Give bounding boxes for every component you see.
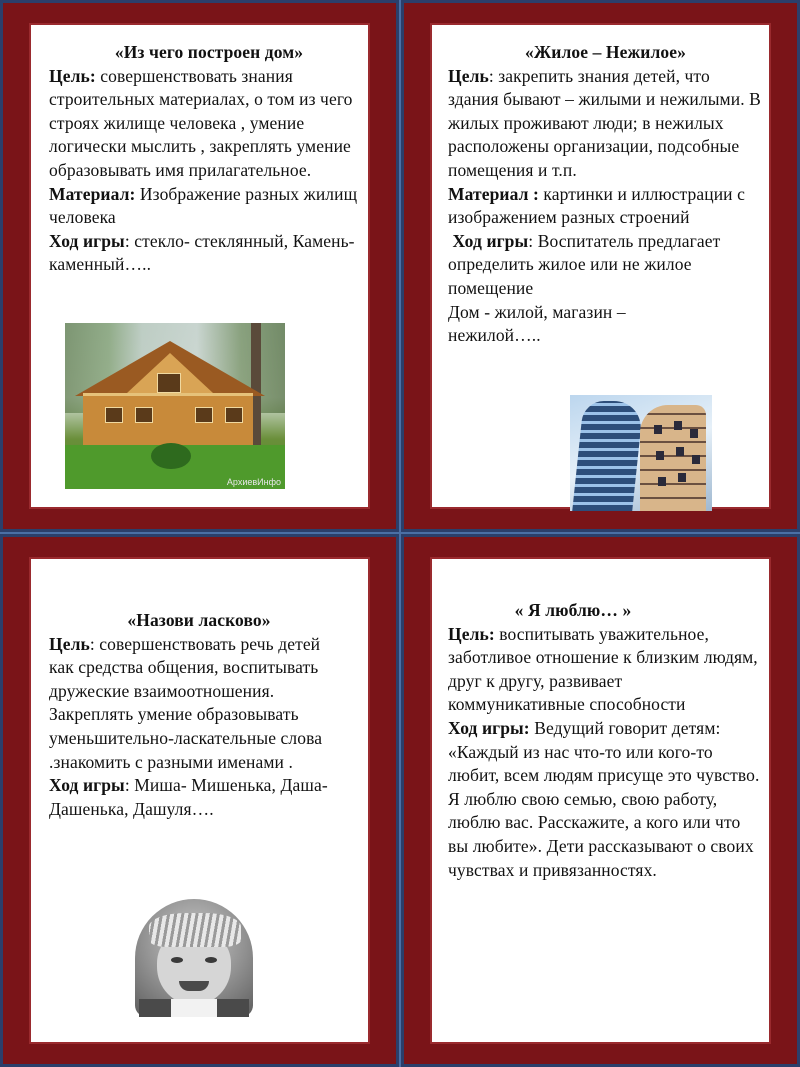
game-label: Ход игры bbox=[49, 775, 125, 796]
image-watermark: АрхиевИнфо bbox=[226, 477, 281, 487]
card-text bbox=[448, 41, 763, 348]
wooden-house-image bbox=[65, 323, 285, 489]
card-title: « Я люблю… » bbox=[514, 600, 632, 620]
goal-text: : закрепить знания детей, что здания бывают – жилыми и нежилыми. В жилых проживают люди; в нежилых расположены организации, подсобные помещения и т.п. bbox=[448, 65, 761, 180]
goal-label: Цель: bbox=[49, 65, 96, 86]
goal-text: : совершенствовать речь детей как средства общения, воспитывать дружеские взаимоотношения. Закреплять умение образовывать уменьшительно-ласкательные слова .знакомить с разными именами . bbox=[49, 633, 323, 772]
goal-text: воспитывать уважительное, заботливое отношение к близким людям, друг к другу, развивает коммуникативные способности bbox=[448, 623, 758, 715]
game-card-building-materials bbox=[0, 0, 399, 532]
card-content bbox=[430, 23, 771, 509]
goal-text: совершенствовать знания строительных материалах, о том из чего строях жилище человека , умение логически мыслить , закреплять умение образовывать имя прилагательное. bbox=[49, 65, 353, 180]
game-label: Ход игры: bbox=[448, 717, 530, 738]
material-text: Изображение разных жилищ человека bbox=[49, 183, 358, 228]
game-card-residential bbox=[401, 0, 800, 532]
card-content bbox=[29, 23, 370, 509]
goal-label: Цель bbox=[49, 633, 90, 654]
game-label: Ход игры bbox=[452, 230, 529, 251]
card-title: «Назови ласково» bbox=[127, 610, 271, 630]
game-text: : Миша- Мишенька, Даша- Дашенька, Дашуля…. bbox=[49, 775, 328, 819]
game-text: : стекло- стеклянный, Камень-каменный….. bbox=[49, 230, 355, 275]
game-example: Дом - жилой, магазин – нежилой….. bbox=[448, 301, 626, 346]
game-card-i-love bbox=[401, 534, 800, 1067]
game-card-affectionate-names bbox=[0, 534, 399, 1067]
smiling-child-image bbox=[109, 899, 275, 1017]
card-text bbox=[49, 41, 369, 277]
game-text: Ведущий говорит детям: «Каждый из нас что-то или кого-то любит, всем людям присуще это чувство. Я люблю свою семью, свою работу, люблю вас. Расскажите, а кого или что вы любите». Дети рассказывают о своих чувствах и привязанностях. bbox=[448, 717, 760, 880]
card-text bbox=[448, 599, 763, 882]
game-label: Ход игры bbox=[49, 230, 125, 251]
card-title: «Из чего построен дом» bbox=[114, 42, 304, 62]
card-content bbox=[29, 557, 370, 1044]
material-label: Материал : bbox=[448, 183, 539, 204]
material-text: картинки и иллюстрации с изображением разных строений bbox=[448, 183, 745, 228]
card-title: «Жилое – Нежилое» bbox=[525, 42, 686, 62]
modern-building-image bbox=[570, 395, 712, 511]
card-content bbox=[430, 557, 771, 1044]
game-text: : Воспитатель предлагает определить жилое или не жилое помещение bbox=[448, 230, 721, 298]
material-label: Материал: bbox=[49, 183, 136, 204]
goal-label: Цель bbox=[448, 65, 489, 86]
card-text bbox=[49, 609, 349, 821]
goal-label: Цель: bbox=[448, 623, 495, 644]
